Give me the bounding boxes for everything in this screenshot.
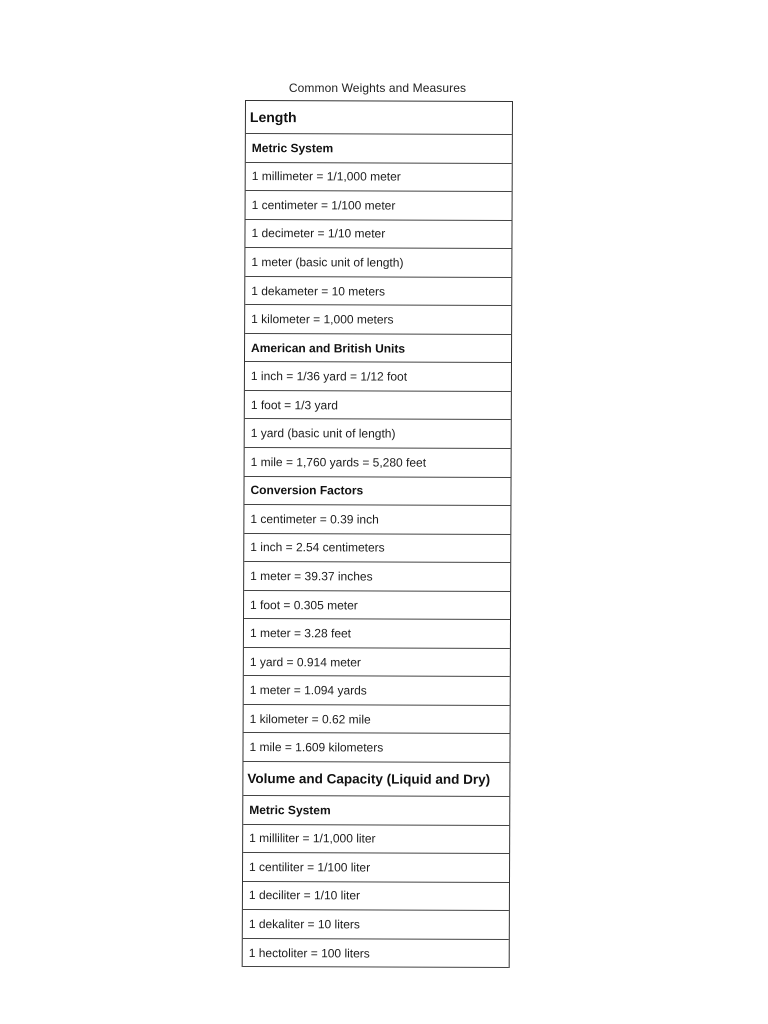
measures-table: [242, 100, 513, 968]
table-row: 1 deciliter = 1/10 liter: [243, 882, 509, 912]
table-row: 1 kilometer = 1,000 meters: [245, 305, 511, 335]
table-row: 1 yard = 0.914 meter: [244, 648, 510, 678]
table-row: 1 hectoliter = 100 liters: [243, 939, 509, 969]
table-row: 1 meter = 1.094 yards: [244, 676, 510, 706]
group-label-metric-system: Metric System: [246, 134, 512, 164]
table-row: 1 centimeter = 0.39 inch: [244, 505, 510, 535]
table-row: 1 centimeter = 1/100 meter: [246, 191, 512, 221]
table-row: 1 dekaliter = 10 liters: [243, 910, 509, 940]
group-label-conversion-factors: Conversion Factors: [244, 477, 510, 507]
table-row: 1 centiliter = 1/100 liter: [243, 853, 509, 883]
table-row: 1 dekameter = 10 meters: [245, 277, 511, 307]
group-label-american-british: American and British Units: [245, 334, 511, 364]
table-row: 1 millimeter = 1/1,000 meter: [246, 163, 512, 193]
page-title: Common Weights and Measures: [288, 81, 467, 95]
table-row: 1 foot = 1/3 yard: [245, 391, 511, 421]
table-row: 1 meter = 3.28 feet: [244, 619, 510, 649]
table-row: 1 yard (basic unit of length): [245, 419, 511, 449]
table-row: 1 meter = 39.37 inches: [244, 562, 510, 592]
group-label-metric-system-volume: Metric System: [243, 796, 509, 826]
table-row: 1 inch = 2.54 centimeters: [244, 534, 510, 564]
section-heading-volume: Volume and Capacity (Liquid and Dry): [243, 762, 509, 797]
table-row: 1 inch = 1/36 yard = 1/12 foot: [245, 362, 511, 392]
table-row: 1 mile = 1.609 kilometers: [243, 733, 509, 763]
table-row: 1 kilometer = 0.62 mile: [244, 705, 510, 735]
table-row: 1 decimeter = 1/10 meter: [245, 220, 511, 250]
table-row: 1 foot = 0.305 meter: [244, 591, 510, 621]
section-heading-length: Length: [246, 101, 512, 135]
table-row: 1 mile = 1,760 yards = 5,280 feet: [245, 448, 511, 478]
table-row: 1 milliliter = 1/1,000 liter: [243, 825, 509, 855]
table-row: 1 meter (basic unit of length): [245, 248, 511, 278]
